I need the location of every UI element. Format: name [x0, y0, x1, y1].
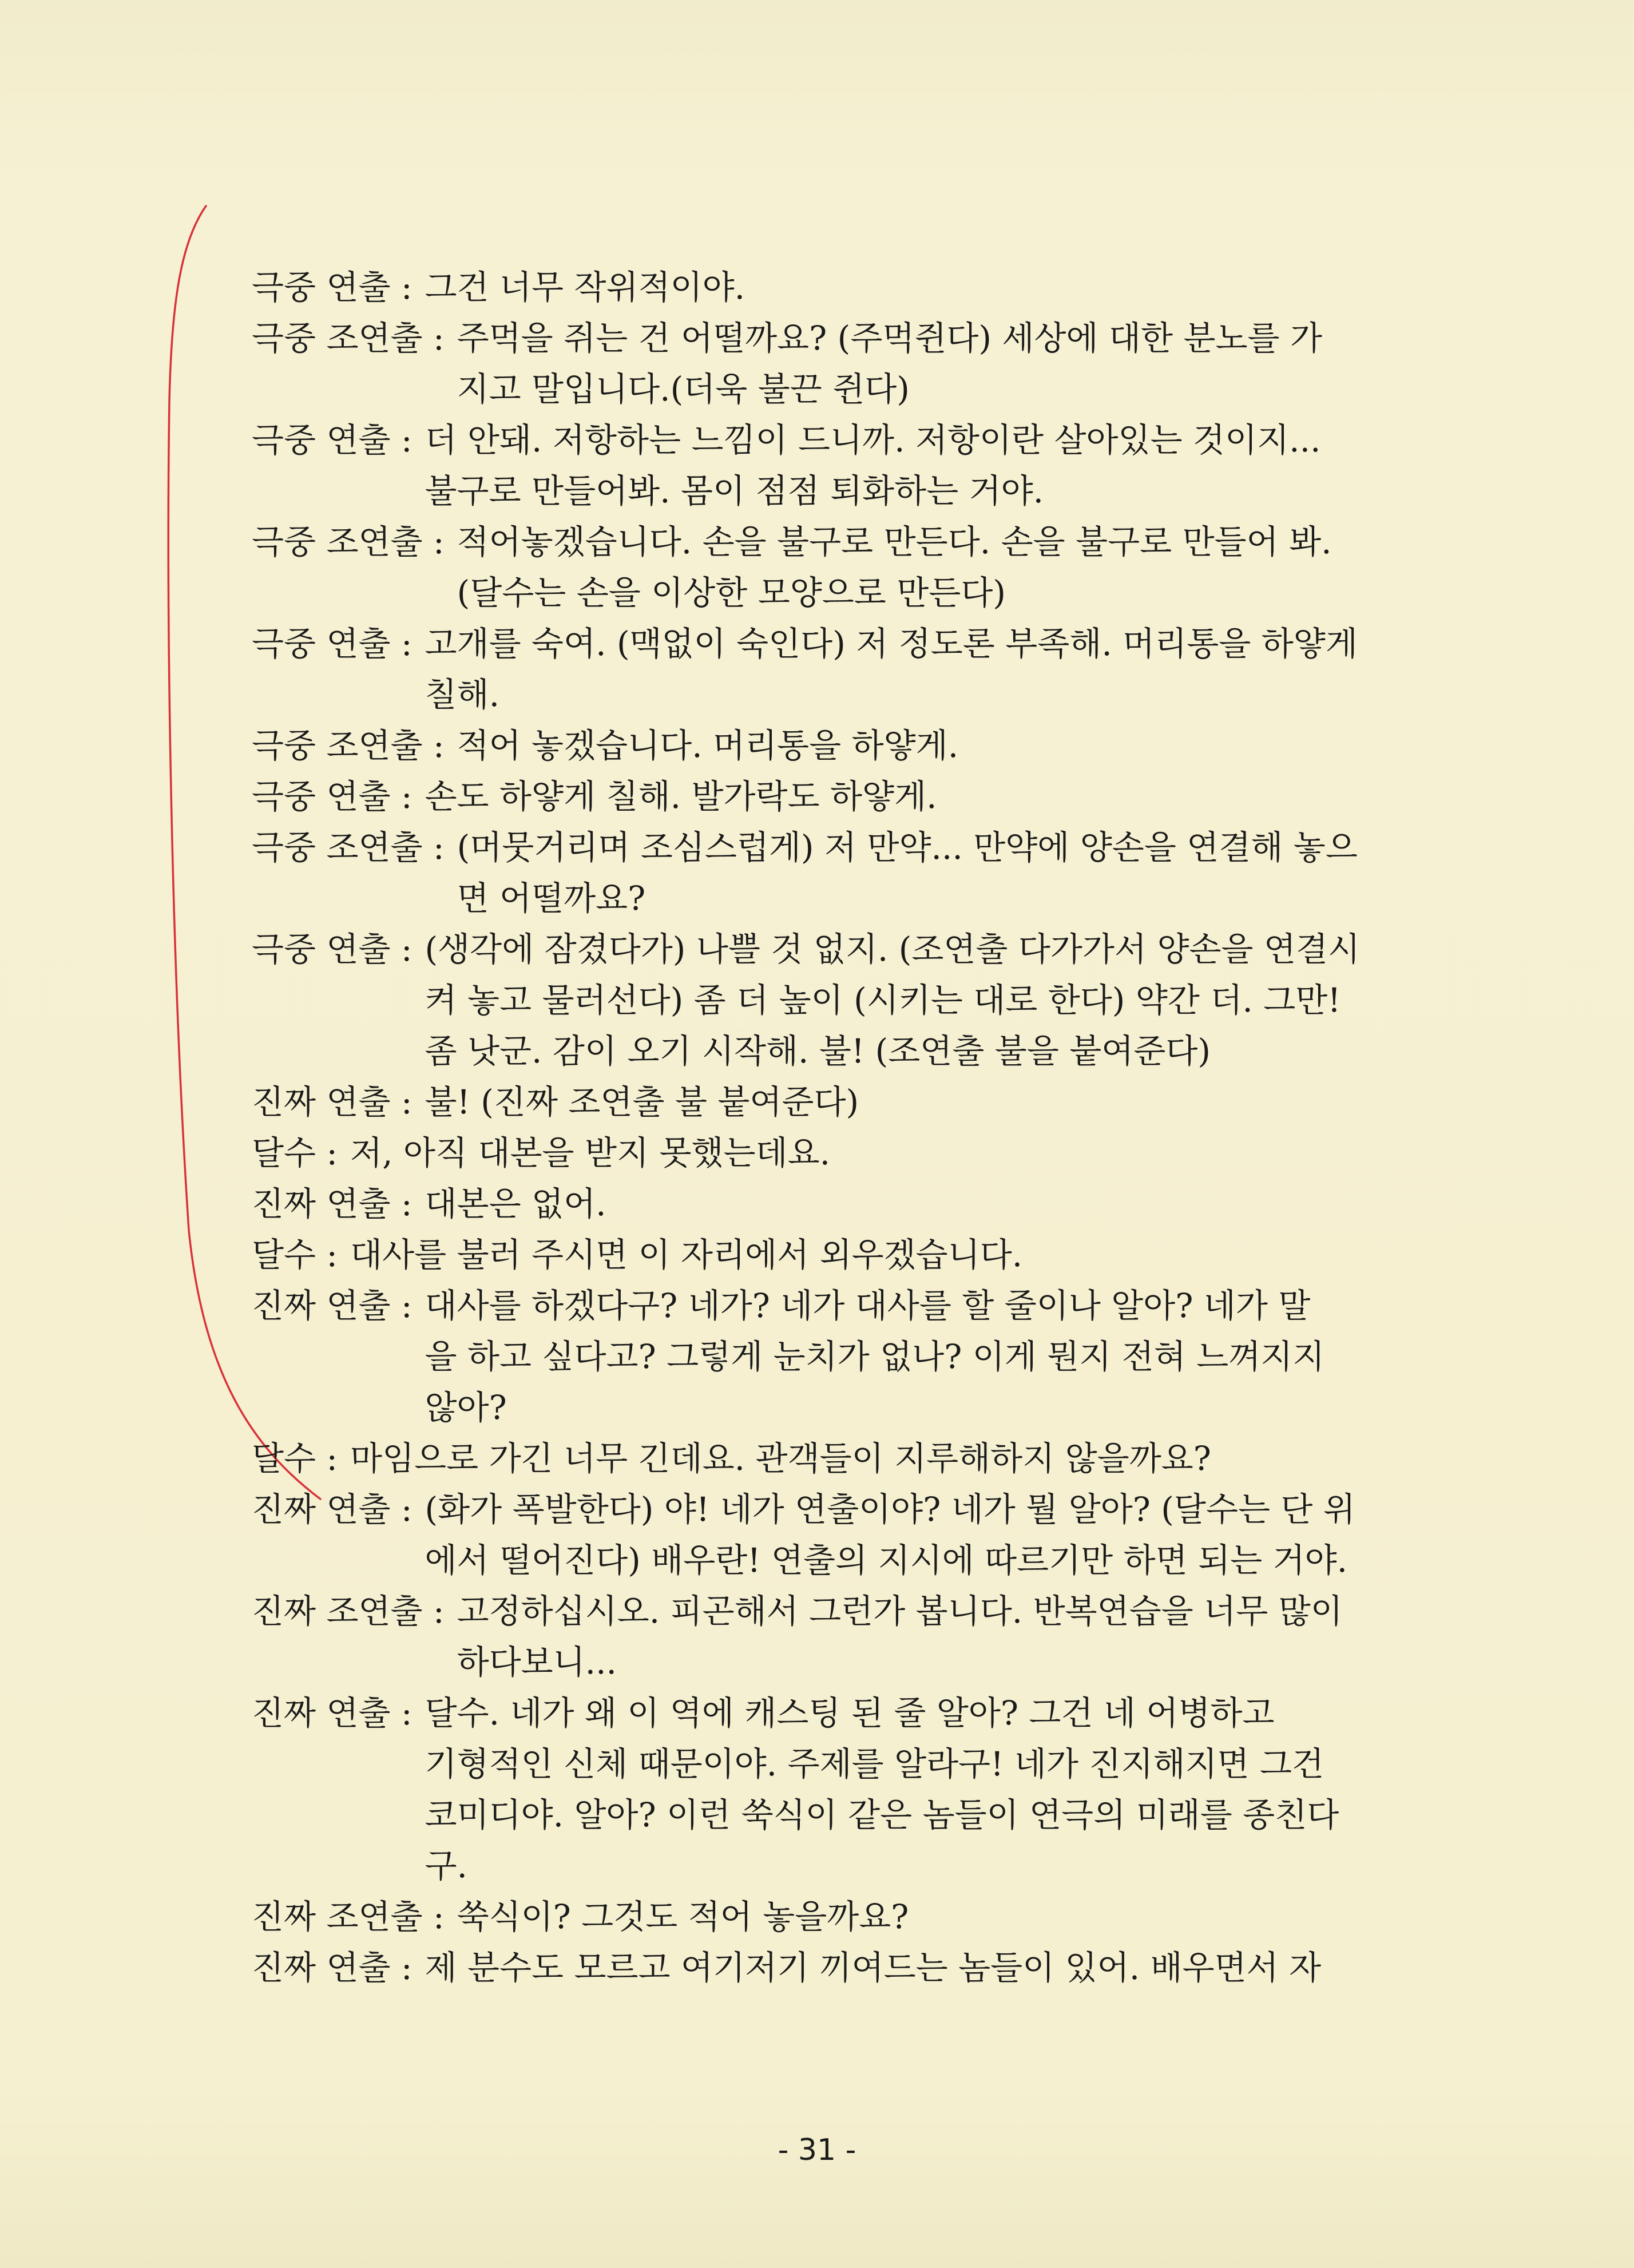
- dialogue-line: 코미디야. 알아? 이런 쑥식이 같은 놈들이 연극의 미래를 종친다: [425, 1795, 1339, 1834]
- dialogue-text: [457, 313, 1396, 415]
- dialogue-line: 저, 아직 대본을 받지 못했는데요.: [350, 1133, 831, 1172]
- dialogue-line: 그건 너무 작위적이야.: [425, 268, 745, 307]
- dialogue-text: [425, 771, 1396, 822]
- speaker-label: 극중 연출 :: [252, 930, 413, 969]
- dialogue-text: [457, 1892, 1396, 1942]
- dialogue-text: [425, 1179, 1396, 1230]
- page-number: - 31 -: [778, 2133, 856, 2167]
- dialogue-text: [425, 262, 1396, 313]
- dialogue-text: [457, 517, 1396, 618]
- dialogue-line: (머뭇거리며 조심스럽게) 저 만약... 만약에 양손을 연결해 놓으: [457, 828, 1358, 867]
- speaker-label: 진짜 연출 :: [252, 1083, 413, 1121]
- dialogue-text: [425, 1484, 1396, 1586]
- dialogue-entry: [252, 1892, 1396, 1942]
- speaker-label: 극중 조연출 :: [252, 726, 445, 765]
- dialogue-line: 기형적인 신체 때문이야. 주제를 알라구! 네가 진지해지면 그건: [425, 1744, 1324, 1783]
- dialogue-text: [425, 1280, 1396, 1433]
- speaker-label: 극중 연출 :: [252, 421, 413, 459]
- speaker-label: 진짜 연출 :: [252, 1948, 413, 1987]
- dialogue-line: 마임으로 가긴 너무 긴데요. 관객들이 지루해하지 않을까요?: [350, 1439, 1211, 1478]
- dialogue-text: [425, 1077, 1396, 1128]
- dialogue-line: 구.: [425, 1846, 467, 1885]
- dialogue-entry: [252, 771, 1396, 822]
- speaker-label: 진짜 연출 :: [252, 1286, 413, 1325]
- dialogue-line: 적어 놓겠습니다. 머리통을 하얗게.: [457, 726, 959, 765]
- dialogue-line: 켜 놓고 물러선다) 좀 더 높이 (시키는 대로 한다) 약간 더. 그만!: [425, 981, 1341, 1020]
- dialogue-line: 좀 낫군. 감이 오기 시작해. 불! (조연출 불을 붙여준다): [425, 1032, 1211, 1070]
- dialogue-line: 제 분수도 모르고 여기저기 끼여드는 놈들이 있어. 배우면서 자: [425, 1948, 1322, 1987]
- dialogue-entry: [252, 924, 1396, 1077]
- dialogue-line: 칠해.: [425, 675, 500, 714]
- dialogue-line: 면 어떨까요?: [457, 879, 646, 918]
- dialogue-entry: [252, 1586, 1396, 1688]
- dialogue-text: [457, 822, 1396, 924]
- dialogue-text: [425, 1942, 1396, 1993]
- dialogue-line: 대사를 하겠다구? 네가? 네가 대사를 할 줄이나 알아? 네가 말: [425, 1286, 1311, 1325]
- dialogue-text: [425, 1688, 1396, 1892]
- dialogue-text: [425, 618, 1396, 720]
- speaker-label: 극중 조연출 :: [252, 319, 445, 358]
- dialogue-text: [457, 1586, 1396, 1688]
- dialogue-entry: [252, 1077, 1396, 1128]
- script-body: [252, 262, 1396, 1993]
- dialogue-text: [350, 1128, 1396, 1179]
- speaker-label: 진짜 연출 :: [252, 1694, 413, 1732]
- speaker-label: 진짜 연출 :: [252, 1184, 413, 1223]
- dialogue-line: 을 하고 싶다고? 그렇게 눈치가 없나? 이게 뭔지 전혀 느껴지지: [425, 1337, 1325, 1376]
- dialogue-entry: [252, 1280, 1396, 1433]
- speaker-label: 진짜 연출 :: [252, 1490, 413, 1529]
- speaker-label: 달수 :: [252, 1439, 338, 1478]
- speaker-label: 극중 조연출 :: [252, 828, 445, 867]
- speaker-label: 달수 :: [252, 1133, 338, 1172]
- dialogue-text: [425, 924, 1396, 1077]
- dialogue-entry: [252, 1433, 1396, 1484]
- speaker-label: 진짜 조연출 :: [252, 1592, 445, 1631]
- dialogue-entry: [252, 1484, 1396, 1586]
- dialogue-entry: [252, 822, 1396, 924]
- dialogue-line: 불구로 만들어봐. 몸이 점점 퇴화하는 거야.: [425, 471, 1044, 510]
- dialogue-line: 고개를 숙여. (맥없이 숙인다) 저 정도론 부족해. 머리통을 하얗게: [425, 624, 1358, 663]
- dialogue-line: 적어놓겠습니다. 손을 불구로 만든다. 손을 불구로 만들어 봐.: [457, 522, 1332, 561]
- dialogue-line: 달수. 네가 왜 이 역에 캐스팅 된 줄 알아? 그건 네 어병하고: [425, 1694, 1275, 1732]
- dialogue-entry: [252, 262, 1396, 313]
- dialogue-text: [457, 720, 1396, 771]
- dialogue-entry: [252, 313, 1396, 415]
- dialogue-line: 쑥식이? 그것도 적어 놓을까요?: [457, 1897, 909, 1936]
- dialogue-line: 대사를 불러 주시면 이 자리에서 외우겠습니다.: [350, 1235, 1023, 1274]
- dialogue-line: 않아?: [425, 1388, 507, 1427]
- dialogue-entry: [252, 1128, 1396, 1179]
- dialogue-line: 대본은 없어.: [425, 1184, 606, 1223]
- dialogue-line: (화가 폭발한다) 야! 네가 연출이야? 네가 뭘 알아? (달수는 단 위: [425, 1490, 1355, 1529]
- dialogue-line: 하다보니...: [457, 1643, 617, 1682]
- dialogue-entry: [252, 1942, 1396, 1993]
- speaker-label: 달수 :: [252, 1235, 338, 1274]
- dialogue-line: (달수는 손을 이상한 모양으로 만든다): [457, 573, 1006, 612]
- speaker-label: 극중 연출 :: [252, 777, 413, 816]
- dialogue-entry: [252, 1230, 1396, 1280]
- dialogue-line: 불! (진짜 조연출 불 붙여준다): [425, 1083, 859, 1121]
- dialogue-text: [425, 415, 1396, 517]
- dialogue-line: 더 안돼. 저항하는 느낌이 드니까. 저항이란 살아있는 것이지...: [425, 421, 1321, 459]
- speaker-label: 극중 연출 :: [252, 268, 413, 307]
- dialogue-text: [350, 1230, 1396, 1280]
- dialogue-line: 고정하십시오. 피곤해서 그런가 봅니다. 반복연습을 너무 많이: [457, 1592, 1343, 1631]
- dialogue-entry: [252, 517, 1396, 618]
- dialogue-line: 에서 떨어진다) 배우란! 연출의 지시에 따르기만 하면 되는 거야.: [425, 1541, 1348, 1580]
- dialogue-line: 주먹을 쥐는 건 어떨까요? (주먹쥔다) 세상에 대한 분노를 가: [457, 319, 1323, 358]
- speaker-label: 극중 연출 :: [252, 624, 413, 663]
- dialogue-entry: [252, 1688, 1396, 1892]
- dialogue-entry: [252, 618, 1396, 720]
- speaker-label: 극중 조연출 :: [252, 522, 445, 561]
- dialogue-line: 지고 말입니다.(더욱 불끈 쥔다): [457, 370, 910, 409]
- dialogue-text: [350, 1433, 1396, 1484]
- dialogue-line: (생각에 잠겼다가) 나쁠 것 없지. (조연출 다가가서 양손을 연결시: [425, 930, 1361, 969]
- dialogue-entry: [252, 415, 1396, 517]
- dialogue-line: 손도 하얗게 칠해. 발가락도 하얗게.: [425, 777, 937, 816]
- speaker-label: 진짜 조연출 :: [252, 1897, 445, 1936]
- dialogue-entry: [252, 720, 1396, 771]
- dialogue-entry: [252, 1179, 1396, 1230]
